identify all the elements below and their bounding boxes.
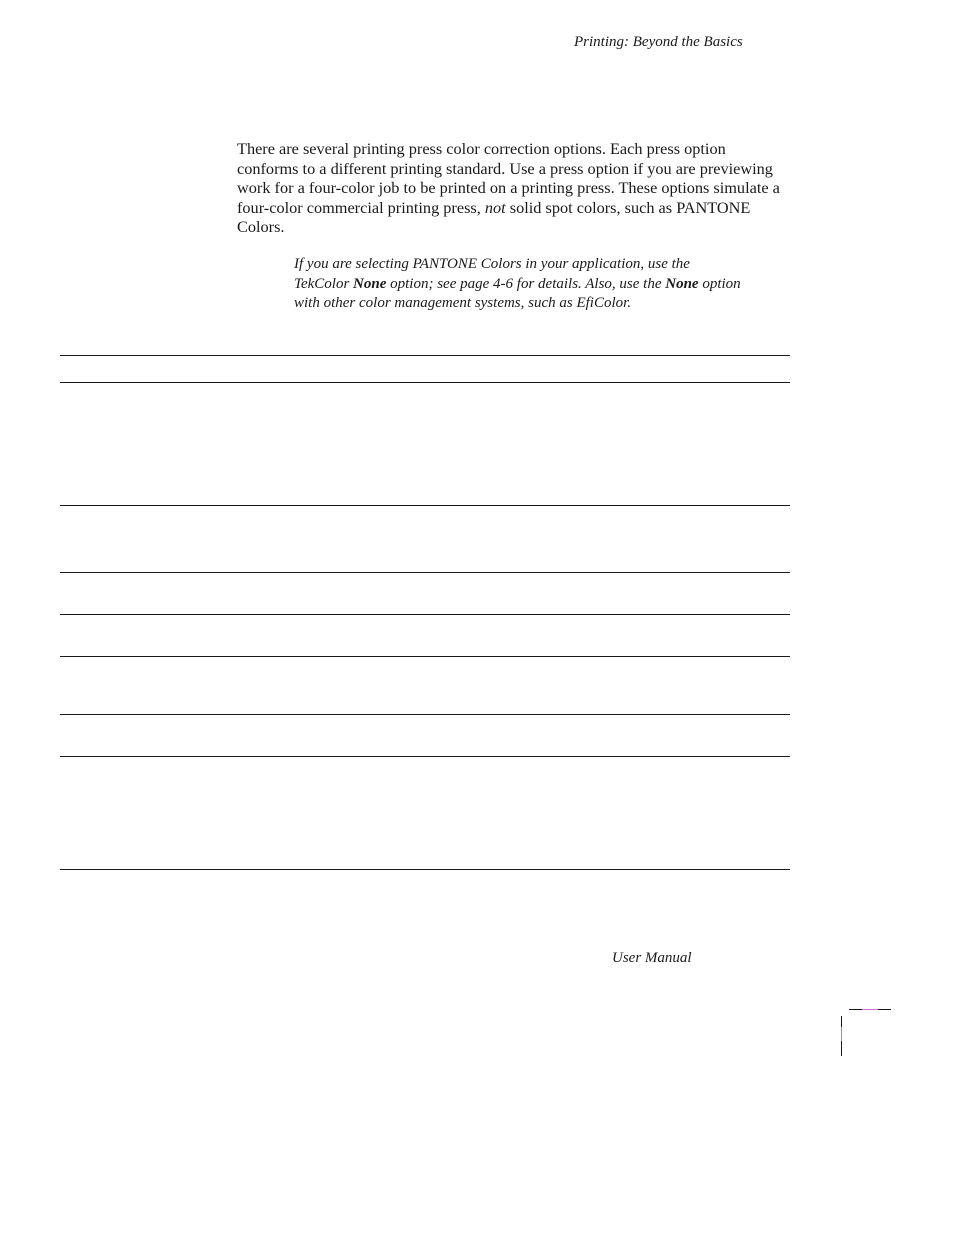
tab-side-accent	[841, 1027, 842, 1041]
table-row-rule	[60, 614, 790, 615]
table-bottom-rule	[60, 869, 790, 870]
table-row-rule	[60, 656, 790, 657]
table-header-bottom-rule	[60, 382, 790, 383]
note-option-none-2: None	[665, 275, 699, 292]
table-row-rule	[60, 714, 790, 715]
note-paragraph	[294, 255, 744, 314]
intro-text-end: solid spot colors, such as PANTONE Colors.	[237, 197, 751, 236]
note-option-none-1: None	[353, 275, 387, 292]
tab-top-accent	[862, 1009, 878, 1010]
table-row-rule	[60, 572, 790, 573]
note-text-1: If you are selecting PANTONE Colors in your application, use the TekColor	[294, 256, 690, 292]
intro-text-start: There are several printing press color correction options. Each press option conforms to a different printing standard. Use a press option if you are previewing work for a four-color job to be printed on a printing press. These options simulate a four-color commercial printing press,	[237, 139, 780, 217]
table-row-rule	[60, 756, 790, 757]
footer-label: User Manual	[612, 950, 692, 966]
intro-emphasis: not	[484, 197, 506, 217]
table-header-top-rule	[60, 355, 790, 356]
note-text-3: option with other color management systems, such as EfiColor.	[294, 275, 741, 311]
table-row-rule	[60, 505, 790, 506]
note-text-2: option; see page 4-6 for details. Also, use the	[386, 275, 666, 292]
running-header: Printing: Beyond the Basics	[574, 34, 743, 50]
intro-paragraph	[237, 139, 789, 237]
